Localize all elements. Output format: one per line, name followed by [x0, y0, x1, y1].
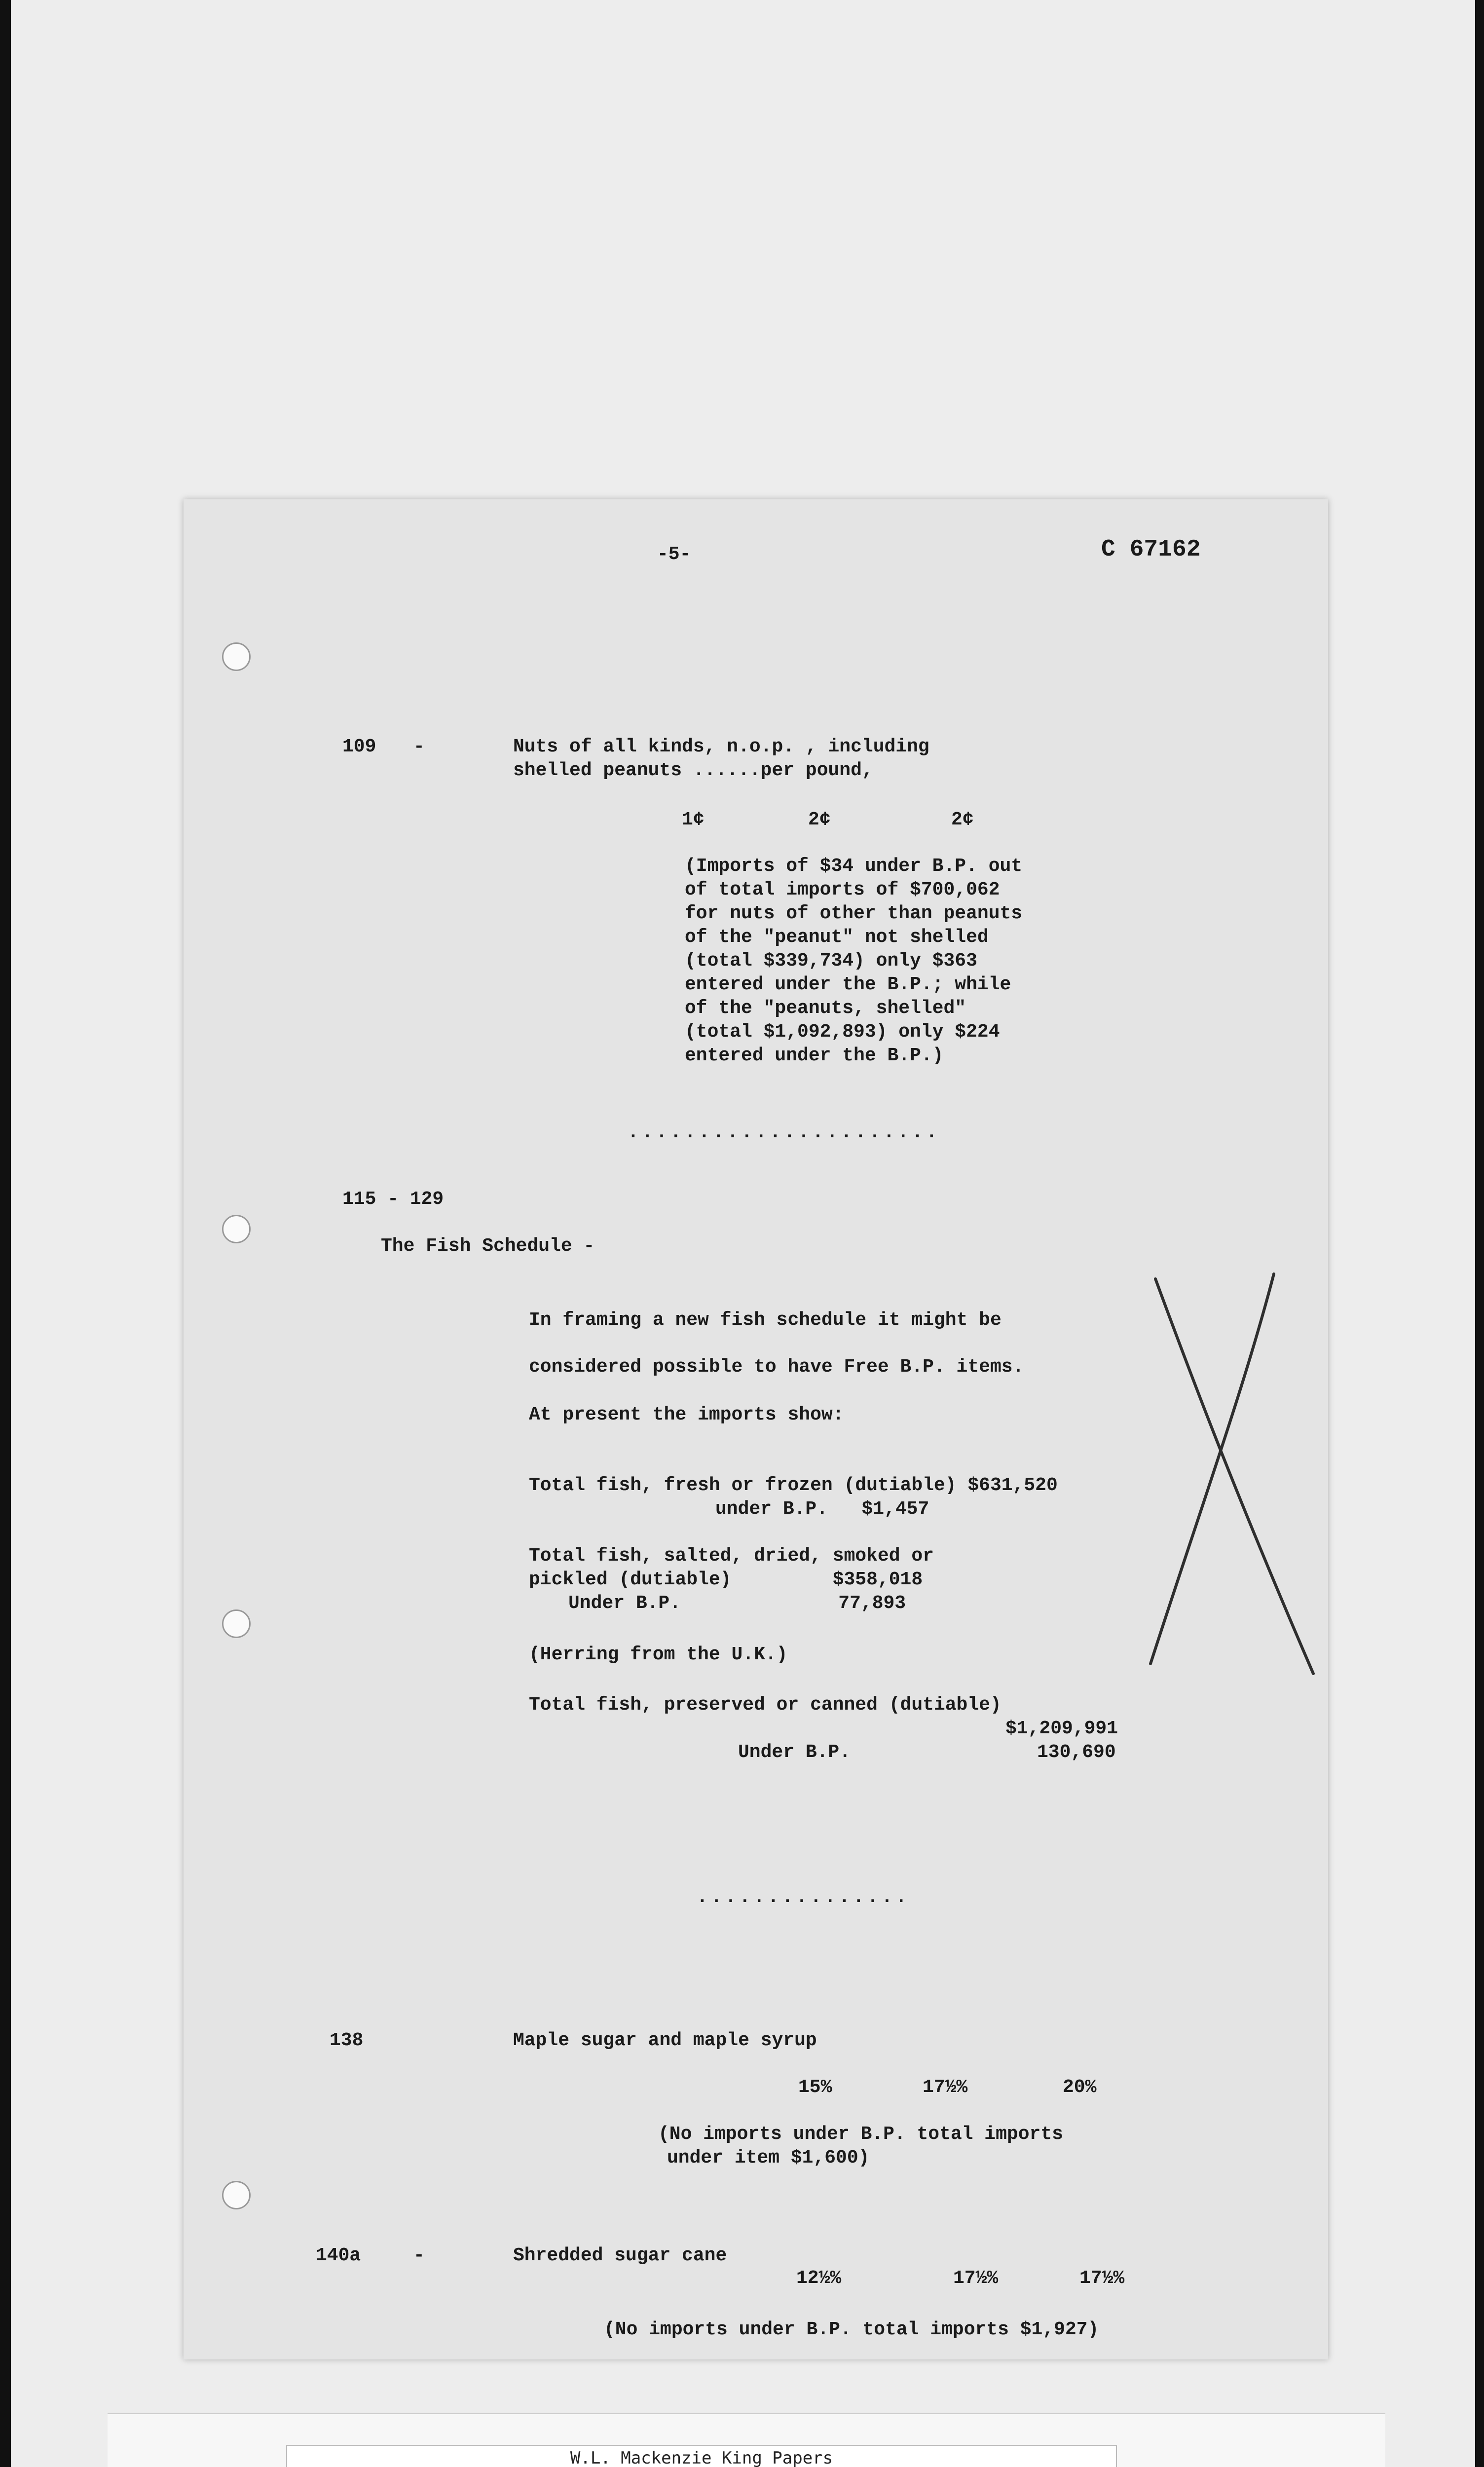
film-border-left	[0, 0, 11, 2467]
rate-cell: 1¢	[682, 809, 705, 830]
punch-hole	[222, 642, 251, 671]
paragraph-line: In framing a new fish schedule it might be	[529, 1309, 1002, 1331]
section-heading: The Fish Schedule -	[381, 1235, 595, 1257]
item-number: 109	[342, 736, 376, 757]
herring-note: (Herring from the U.K.)	[529, 1644, 788, 1665]
rate-cell: 12½%	[796, 2268, 842, 2289]
item-dash: -	[413, 736, 425, 757]
document-number: C 67162	[1101, 536, 1201, 563]
fish-canned-total: Total fish, preserved or canned (dutiable)	[529, 1694, 1002, 1716]
item-description: Shredded sugar cane	[513, 2245, 727, 2266]
fish-canned-value: $1,209,991	[1005, 1718, 1118, 1739]
pencil-cross-mark	[1146, 1264, 1323, 1688]
page-number: -5-	[657, 544, 691, 565]
rate-cell: 17½%	[953, 2268, 999, 2289]
paragraph-line: considered possible to have Free B.P. items.	[529, 1356, 1024, 1378]
rate-cell: 15%	[798, 2077, 832, 2098]
fish-salted-total: Total fish, salted, dried, smoked or	[529, 1545, 934, 1567]
punch-hole	[222, 2181, 251, 2209]
item-number: 138	[330, 2030, 364, 2051]
fish-salted-bp: Under B.P. 77,893	[568, 1593, 906, 1614]
item-number: 140a	[316, 2245, 361, 2266]
dotted-separator: ...............	[697, 1887, 910, 1908]
collection-label	[286, 2445, 1117, 2467]
import-note: (No imports under B.P. total imports	[658, 2124, 1063, 2145]
import-note: under item $1,600)	[667, 2147, 870, 2168]
fish-salted-total: pickled (dutiable) $358,018	[529, 1569, 923, 1590]
import-note: (No imports under B.P. total imports $1,927)	[604, 2319, 1099, 2340]
item-description: shelled peanuts ......per pound,	[513, 760, 873, 781]
item-dash: -	[413, 2245, 425, 2266]
typed-memo-page: -5- C 67162 109 - Nuts of all kinds, n.o.p. , including shelled peanuts ......per pound, 1¢ 2¢ 2¢ (Imports of $34 under B.P. out of total imports of $700,062 for nuts of other than peanuts of the "peanut" not shelled (total $339,734) only $363 entered under the B.P.; while of the "peanuts, shelled" (total $1,092,893) only $224 entered under the B.P.) ...................... 115 - 129 The Fish Schedule - In framing a new fish schedule it might be considered possible to have Free B.P. items. At present the imports show: Total fish, fresh or frozen (dutiable) $631,520 under B.P. $1,457 Total fish, salted, dried, smoked or pickled (dutiable) $358,018 Under B.P. 77,893 (Herring from the U.K.) Total fish, preserved or canned (dutiable) $1,209,991 Under B.P. 130,690 ............... 138 Maple sugar and maple syrup 15% 17½% 20% (No imports under B.P. total imports under item $1,600) 140a - Shredded sugar cane 12½% 17½% 17½% (No imports under B.P. total imports $1,927)	[184, 499, 1328, 2359]
rate-cell: 2¢	[951, 809, 974, 830]
rate-cell: 17½%	[923, 2077, 968, 2098]
paragraph-line: At present the imports show:	[529, 1404, 844, 1425]
fish-fresh-total: Total fish, fresh or frozen (dutiable) $631,520	[529, 1475, 1058, 1496]
collection-name: W.L. Mackenzie King Papers	[570, 2448, 833, 2467]
fish-fresh-bp: under B.P. $1,457	[715, 1498, 929, 1520]
rate-cell: 2¢	[808, 809, 831, 830]
rate-cell: 20%	[1063, 2077, 1097, 2098]
item-description: Nuts of all kinds, n.o.p. , including	[513, 736, 929, 757]
fish-canned-bp-label: Under B.P.	[738, 1742, 851, 1763]
fish-canned-bp-value: 130,690	[1037, 1742, 1116, 1763]
punch-hole	[222, 1215, 251, 1243]
item-description: Maple sugar and maple syrup	[513, 2030, 817, 2051]
dotted-separator: ......................	[628, 1122, 940, 1143]
film-border-right	[1475, 0, 1484, 2467]
rate-cell: 17½%	[1079, 2268, 1125, 2289]
punch-hole	[222, 1609, 251, 1638]
item-range: 115 - 129	[342, 1189, 444, 1210]
